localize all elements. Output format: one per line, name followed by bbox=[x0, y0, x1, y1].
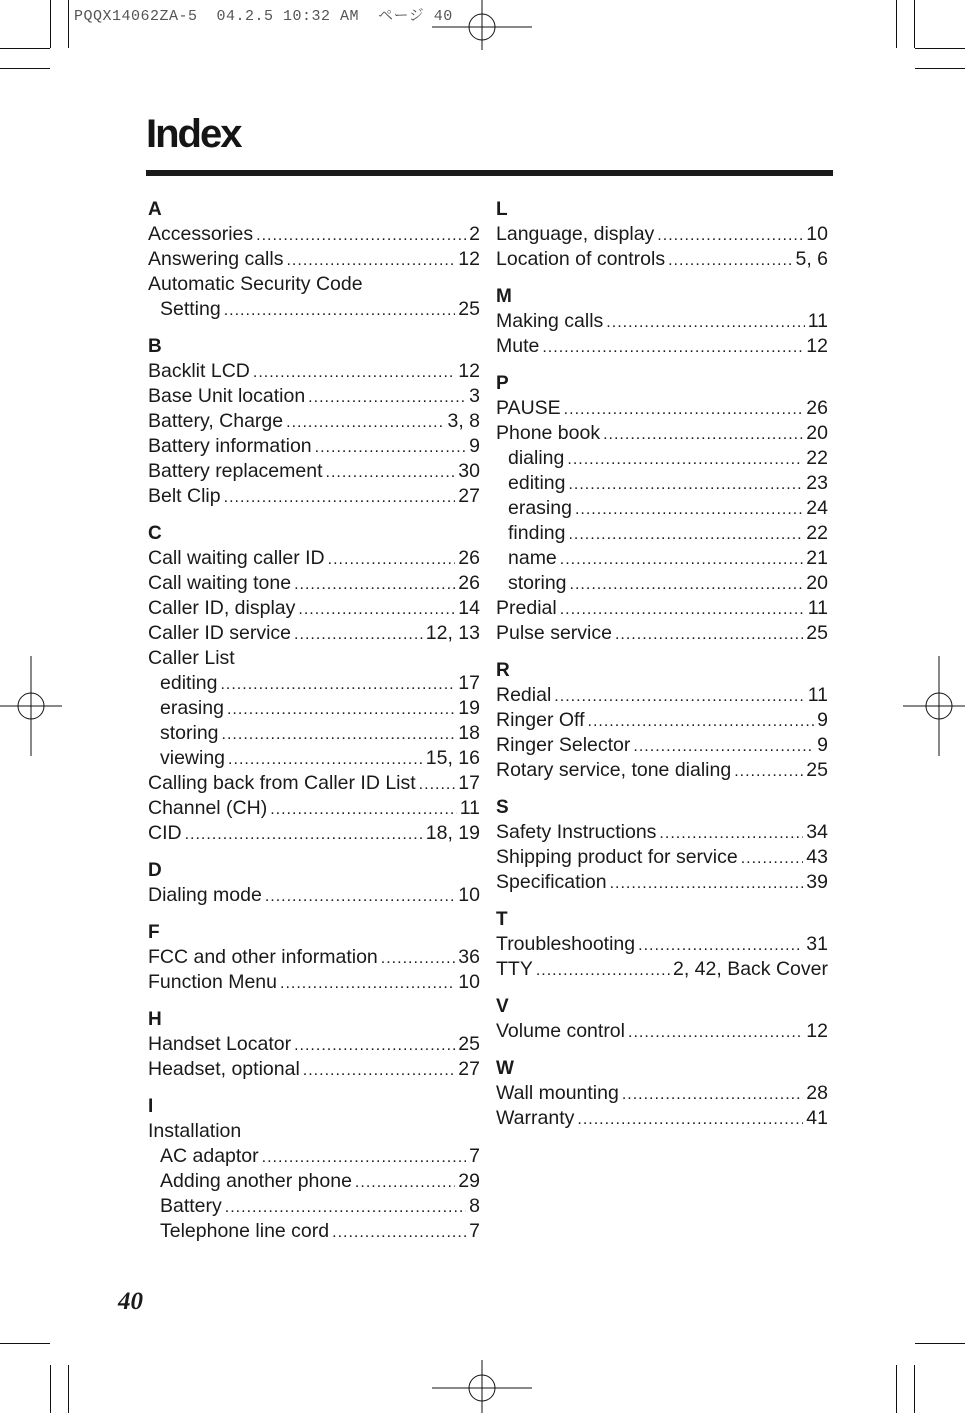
index-entry: Headset, optional ..... 27 bbox=[148, 1057, 480, 1082]
index-subentry: AC adaptor ..... 7 bbox=[148, 1144, 480, 1169]
index-section-m bbox=[496, 284, 828, 359]
index-subentry: storing ..... 18 bbox=[148, 721, 480, 746]
index-entry: Call waiting tone ..... 26 bbox=[148, 571, 480, 596]
index-entry: Language, display ..... 10 bbox=[496, 222, 828, 247]
index-entry: Warranty ..... 41 bbox=[496, 1106, 828, 1131]
page-number: 40 bbox=[118, 1288, 143, 1315]
index-entry: Ringer Selector ..... 9 bbox=[496, 733, 828, 758]
index-entry: Pulse service ..... 25 bbox=[496, 621, 828, 646]
index-subentry: finding ..... 22 bbox=[496, 521, 828, 546]
index-section-w bbox=[496, 1056, 828, 1131]
index-entry: FCC and other information ..... 36 bbox=[148, 945, 480, 970]
index-entry: Specification ..... 39 bbox=[496, 870, 828, 895]
index-entry: Calling back from Caller ID List ..... 17 bbox=[148, 771, 480, 796]
index-section-r bbox=[496, 658, 828, 783]
section-letter: C bbox=[148, 523, 162, 544]
section-letter: S bbox=[496, 797, 509, 818]
index-entry: Making calls ..... 11 bbox=[496, 309, 828, 334]
index-subentry: viewing ..... 15, 16 bbox=[148, 746, 480, 771]
printer-slug: PQQX14062ZA-5 04.2.5 10:32 AM ページ 40 bbox=[74, 8, 453, 25]
index-entry: Shipping product for service ..... 43 bbox=[496, 845, 828, 870]
index-entry: Accessories ..... 2 bbox=[148, 222, 480, 247]
registration-mark-bottom bbox=[432, 1360, 532, 1413]
index-entry: Dialing mode ..... 10 bbox=[148, 883, 480, 908]
section-letter: I bbox=[148, 1096, 154, 1117]
index-entry: Safety Instructions ..... 34 bbox=[496, 820, 828, 845]
index-entry: Phone book ..... 20 bbox=[496, 421, 828, 446]
registration-mark-right bbox=[903, 656, 965, 756]
index-section-f bbox=[148, 920, 480, 995]
index-entry: Troubleshooting ..... 31 bbox=[496, 932, 828, 957]
page-title: Index bbox=[146, 112, 241, 156]
index-section-h bbox=[148, 1007, 480, 1082]
index-entry: Predial ..... 11 bbox=[496, 596, 828, 621]
index-subentry: Telephone line cord ..... 7 bbox=[148, 1219, 480, 1244]
registration-mark-left bbox=[0, 656, 62, 756]
section-letter: F bbox=[148, 922, 160, 943]
index-heading: Automatic Security Code bbox=[148, 273, 363, 295]
index-column-left bbox=[148, 197, 480, 1256]
index-entry: Wall mounting ..... 28 bbox=[496, 1081, 828, 1106]
index-subentry: erasing ..... 24 bbox=[496, 496, 828, 521]
index-entry: Battery information ..... 9 bbox=[148, 434, 480, 459]
index-heading: Installation bbox=[148, 1120, 242, 1142]
index-entry: Caller ID service ..... 12, 13 bbox=[148, 621, 480, 646]
index-entry: Function Menu ..... 10 bbox=[148, 970, 480, 995]
index-entry: Channel (CH) ..... 11 bbox=[148, 796, 480, 821]
index-subentry: storing ..... 20 bbox=[496, 571, 828, 596]
registration-mark-top bbox=[432, 0, 532, 50]
section-letter: W bbox=[496, 1058, 514, 1079]
index-entry: Rotary service, tone dialing ..... 25 bbox=[496, 758, 828, 783]
section-letter: D bbox=[148, 860, 162, 881]
index-subentry: Battery ..... 8 bbox=[148, 1194, 480, 1219]
index-heading: Caller List bbox=[148, 647, 235, 669]
index-section-a bbox=[148, 197, 480, 322]
index-subentry: editing ..... 23 bbox=[496, 471, 828, 496]
index-subentry: dialing ..... 22 bbox=[496, 446, 828, 471]
index-entry: Base Unit location ..... 3 bbox=[148, 384, 480, 409]
index-column-right bbox=[496, 197, 828, 1143]
section-letter: L bbox=[496, 199, 508, 220]
index-entry: Answering calls ..... 12 bbox=[148, 247, 480, 272]
index-entry: Battery replacement ..... 30 bbox=[148, 459, 480, 484]
title-rule bbox=[146, 170, 833, 176]
section-letter: M bbox=[496, 286, 512, 307]
index-entry: Battery, Charge ..... 3, 8 bbox=[148, 409, 480, 434]
index-section-t bbox=[496, 907, 828, 982]
section-letter: P bbox=[496, 373, 509, 394]
index-subentry: editing ..... 17 bbox=[148, 671, 480, 696]
section-letter: A bbox=[148, 199, 162, 220]
index-subentry: Adding another phone ..... 29 bbox=[148, 1169, 480, 1194]
section-letter: T bbox=[496, 909, 508, 930]
index-section-i bbox=[148, 1094, 480, 1244]
index-entry: CID ..... 18, 19 bbox=[148, 821, 480, 846]
section-letter: H bbox=[148, 1009, 162, 1030]
index-entry: Ringer Off ..... 9 bbox=[496, 708, 828, 733]
section-letter: R bbox=[496, 660, 510, 681]
index-section-v bbox=[496, 994, 828, 1044]
index-entry: Belt Clip ..... 27 bbox=[148, 484, 480, 509]
index-section-b bbox=[148, 334, 480, 509]
index-entry: Backlit LCD ..... 12 bbox=[148, 359, 480, 384]
index-subentry: name ..... 21 bbox=[496, 546, 828, 571]
index-section-s bbox=[496, 795, 828, 895]
index-entry: Volume control ..... 12 bbox=[496, 1019, 828, 1044]
index-entry: TTY ..... 2, 42, Back Cover bbox=[496, 957, 828, 982]
index-subentry: Setting ..... 25 bbox=[148, 297, 480, 322]
section-letter: V bbox=[496, 996, 509, 1017]
index-entry: Caller ID, display ..... 14 bbox=[148, 596, 480, 621]
section-letter: B bbox=[148, 336, 162, 357]
index-entry: PAUSE ..... 26 bbox=[496, 396, 828, 421]
index-section-l bbox=[496, 197, 828, 272]
index-section-d bbox=[148, 858, 480, 908]
index-entry: Call waiting caller ID ..... 26 bbox=[148, 546, 480, 571]
index-subentry: erasing ..... 19 bbox=[148, 696, 480, 721]
index-entry: Handset Locator ..... 25 bbox=[148, 1032, 480, 1057]
index-entry: Redial ..... 11 bbox=[496, 683, 828, 708]
index-entry: Mute ..... 12 bbox=[496, 334, 828, 359]
index-section-p bbox=[496, 371, 828, 646]
index-section-c bbox=[148, 521, 480, 846]
index-entry: Location of controls ..... 5, 6 bbox=[496, 247, 828, 272]
